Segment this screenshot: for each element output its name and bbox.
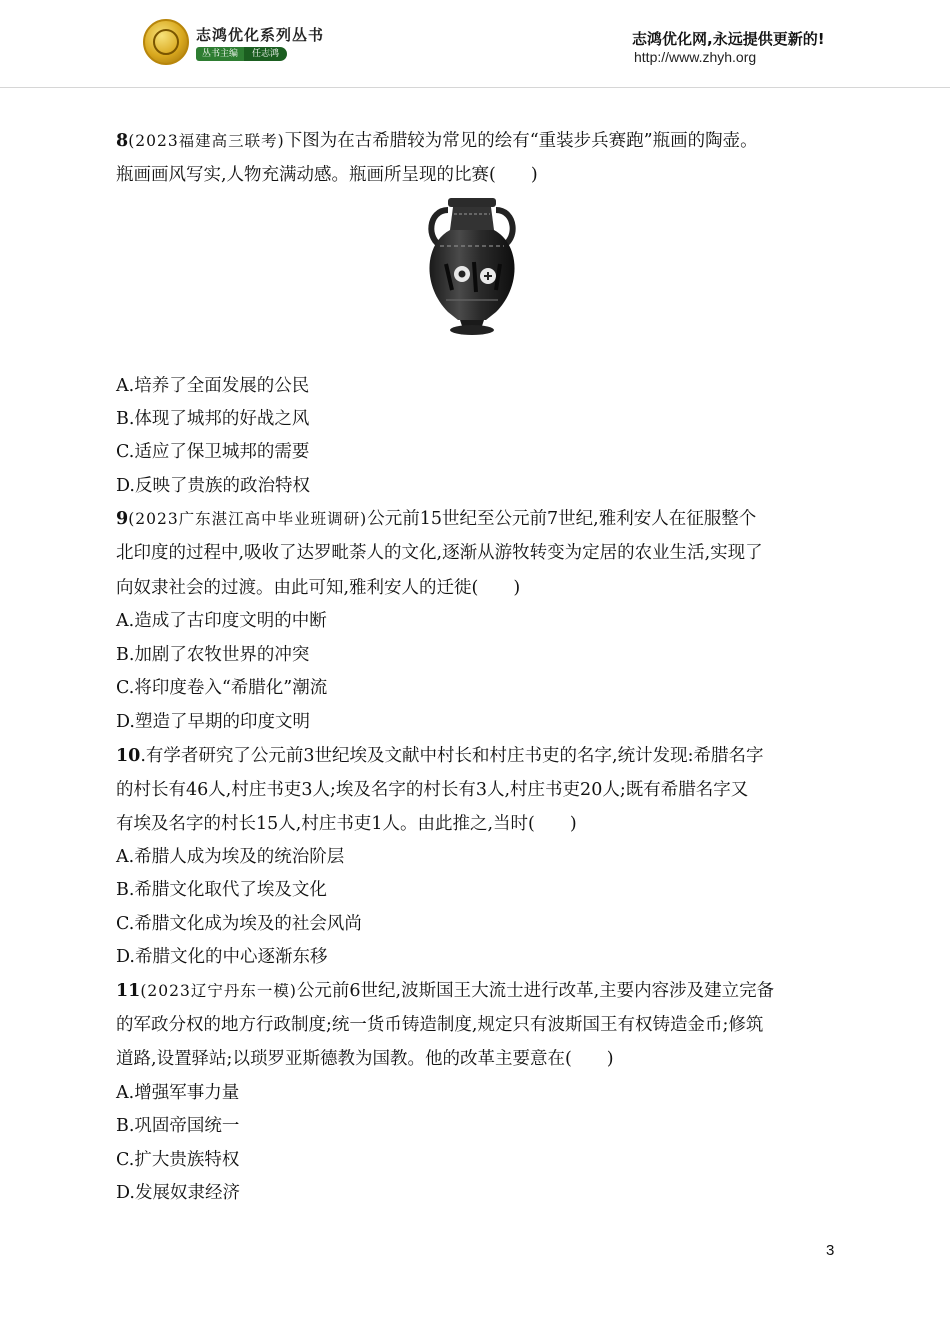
series-title: 志鸿优化系列丛书	[196, 26, 325, 44]
question-11-option-a: A.增强军事力量	[116, 1083, 240, 1103]
question-10-line-3: 有埃及名字的村长15人,村庄书吏1人。由此推之,当时( )	[116, 814, 577, 834]
question-8-option-b: B.体现了城邦的好战之风	[116, 409, 310, 429]
editor-label: 丛书主编	[196, 47, 244, 61]
question-11-line-2: 的军政分权的地方行政制度;统一货币铸造制度,规定只有波斯国王有权铸造金币;修筑	[116, 1015, 764, 1035]
question-10-option-d: D.希腊文化的中心逐渐东移	[116, 947, 328, 967]
question-8-option-d: D.反映了贵族的政治特权	[116, 476, 310, 496]
question-8-line-2: 瓶画画风写实,人物充满动感。瓶画所呈现的比赛( )	[116, 165, 538, 185]
question-10-text-1: .有学者研究了公元前3世纪埃及文献中村长和村庄书吏的名字,统计发现:希腊名字	[140, 746, 764, 766]
editor-tag	[196, 47, 287, 61]
question-11-source: (2023辽宁丹东一模)	[140, 982, 297, 1000]
header-url[interactable]: http://www.zhyh.org	[634, 49, 757, 65]
question-11-line-3: 道路,设置驿站;以琐罗亚斯德教为国教。他的改革主要意在( )	[116, 1049, 614, 1069]
question-8-option-a: A.培养了全面发展的公民	[116, 376, 310, 396]
question-9-option-d: D.塑造了早期的印度文明	[116, 712, 310, 732]
question-9-option-b: B.加剧了农牧世界的冲突	[116, 645, 310, 665]
header-divider	[0, 87, 950, 88]
publisher-logo-icon	[143, 19, 189, 65]
question-10-option-a: A.希腊人成为埃及的统治阶层	[116, 847, 345, 867]
question-11-number: 11	[116, 981, 141, 1001]
question-8-source: (2023福建高三联考)	[128, 132, 285, 150]
question-9-option-a: A.造成了古印度文明的中断	[116, 611, 327, 631]
question-9-source: (2023广东湛江高中毕业班调研)	[128, 510, 368, 528]
question-9-option-c: C.将印度卷入“希腊化”潮流	[116, 678, 328, 698]
question-9-number: 9	[116, 509, 129, 529]
question-11-text-1: 公元前6世纪,波斯国王大流士进行改革,主要内容涉及建立完备	[296, 981, 775, 1001]
amphora-icon	[418, 194, 526, 340]
question-9-line-1	[116, 508, 756, 530]
question-9-text-1: 公元前15世纪至公元前7世纪,雅利安人在征服整个	[367, 509, 757, 529]
question-11-option-d: D.发展奴隶经济	[116, 1183, 240, 1203]
greek-vase-image	[418, 194, 526, 340]
page-header	[0, 0, 950, 88]
question-8-line-1	[116, 130, 758, 152]
question-11-option-b: B.巩固帝国统一	[116, 1116, 240, 1136]
question-10-option-c: C.希腊文化成为埃及的社会风尚	[116, 914, 362, 934]
question-8-text-1: 下图为在古希腊较为常见的绘有“重装步兵赛跑”瓶画的陶壶。	[284, 131, 758, 151]
page-number: 3	[826, 1242, 835, 1259]
question-8-option-c: C.适应了保卫城邦的需要	[116, 442, 310, 462]
question-9-line-3: 向奴隶社会的过渡。由此可知,雅利安人的迁徙( )	[116, 578, 521, 598]
question-11-option-c: C.扩大贵族特权	[116, 1150, 240, 1170]
header-slogan: 志鸿优化网,永远提供更新的!	[632, 30, 825, 48]
question-9-line-2: 北印度的过程中,吸收了达罗毗荼人的文化,逐渐从游牧转变为定居的农业生活,实现了	[116, 543, 763, 563]
question-8-number: 8	[116, 131, 129, 151]
question-10-line-1	[116, 745, 764, 767]
question-10-number: 10	[116, 746, 141, 766]
editor-name: 任志鸿	[244, 47, 287, 61]
question-10-line-2: 的村长有46人,村庄书吏3人;埃及名字的村长有3人,村庄书吏20人;既有希腊名字又	[116, 780, 749, 800]
question-10-option-b: B.希腊文化取代了埃及文化	[116, 880, 327, 900]
question-11-line-1	[116, 980, 774, 1002]
